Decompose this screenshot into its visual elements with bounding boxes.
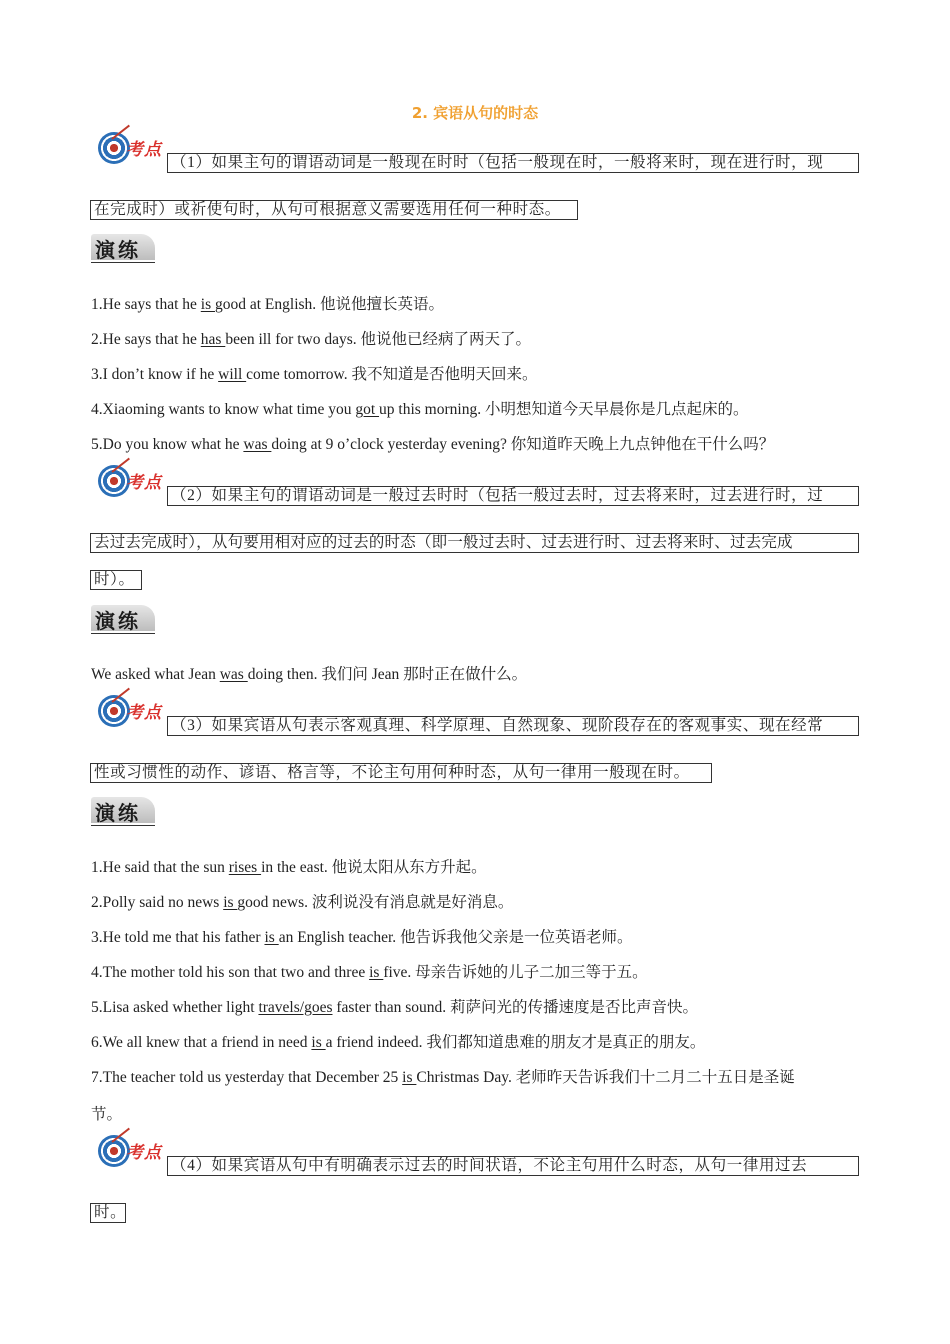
page-title: 2. 宾语从句的时态	[411, 104, 539, 122]
example-line: 3.He told me that his father is an English teacher. 他告诉我他父亲是一位英语老师。	[91, 929, 633, 946]
rule-box-line: （4）如果宾语从句中有明确表示过去的时间状语，不论主句用什么时态，从句一律用过去	[167, 1156, 859, 1176]
yanlian-marker	[91, 232, 155, 263]
example-line: 1.He said that the sun rises in the east. 他说太阳从东方升起。	[91, 859, 487, 876]
example-line: 2.He says that he has been ill for two days. 他说他已经病了两天了。	[91, 331, 531, 348]
example-line: 4.Xiaoming wants to know what time you got up this morning. 小明想知道今天早晨你是几点起床的。	[91, 401, 749, 418]
kaodian-marker	[92, 695, 164, 731]
kaodian-marker	[92, 132, 164, 168]
example-line: We asked what Jean was doing then. 我们问 Jean 那时正在做什么。	[91, 666, 528, 683]
rule-box-line: 时）。	[90, 570, 142, 590]
kaodian-label: 考点	[126, 703, 162, 723]
kaodian-label: 考点	[126, 140, 162, 160]
rule-box-line: （2）如果主句的谓语动词是一般过去时时（包括一般过去时，过去将来时，过去进行时，过	[167, 486, 859, 506]
rule-box-line: 在完成时）或祈使句时，从句可根据意义需要选用任何一种时态。	[90, 200, 578, 220]
example-line: 4.The mother told his son that two and three is five. 母亲告诉她的儿子二加三等于五。	[91, 964, 648, 981]
kaodian-label: 考点	[126, 473, 162, 493]
example-line: 1.He says that he is good at English. 他说他擅长英语。	[91, 296, 445, 313]
rule-box-line: （1）如果主句的谓语动词是一般现在时时（包括一般现在时，一般将来时，现在进行时，现	[167, 153, 859, 173]
yanlian-marker	[91, 795, 155, 826]
example-line: 节。	[91, 1106, 123, 1123]
example-line: 6.We all knew that a friend in need is a friend indeed. 我们都知道患难的朋友才是真正的朋友。	[91, 1034, 706, 1051]
example-line: 2.Polly said no news is good news. 波利说没有消息就是好消息。	[91, 894, 514, 911]
example-line: 3.I don’t know if he will come tomorrow. 我不知道是否他明天回来。	[91, 366, 538, 383]
rule-box-line: （3）如果宾语从句表示客观真理、科学原理、自然现象、现阶段存在的客观事实、现在经常	[167, 716, 859, 736]
rule-box-line: 时。	[90, 1203, 126, 1223]
yanlian-label: 演练	[95, 801, 141, 825]
yanlian-label: 演练	[95, 238, 141, 262]
kaodian-marker	[92, 465, 164, 501]
example-line: 5.Lisa asked whether light travels/goes faster than sound. 莉萨问光的传播速度是否比声音快。	[91, 999, 699, 1016]
kaodian-marker	[92, 1135, 164, 1171]
yanlian-label: 演练	[95, 609, 141, 633]
kaodian-label: 考点	[126, 1143, 162, 1163]
yanlian-marker	[91, 603, 155, 634]
rule-box-line: 去过去完成时），从句要用相对应的过去的时态（即一般过去时、过去进行时、过去将来时、过去完成	[90, 533, 859, 553]
rule-box-line: 性或习惯性的动作、谚语、格言等，不论主句用何种时态，从句一律用一般现在时。	[90, 763, 712, 783]
example-line: 5.Do you know what he was doing at 9 o’clock yesterday evening? 你知道昨天晚上九点钟他在干什么吗？	[91, 436, 775, 453]
example-line: 7.The teacher told us yesterday that December 25 is Christmas Day. 老师昨天告诉我们十二月二十五日是圣诞	[91, 1069, 795, 1086]
